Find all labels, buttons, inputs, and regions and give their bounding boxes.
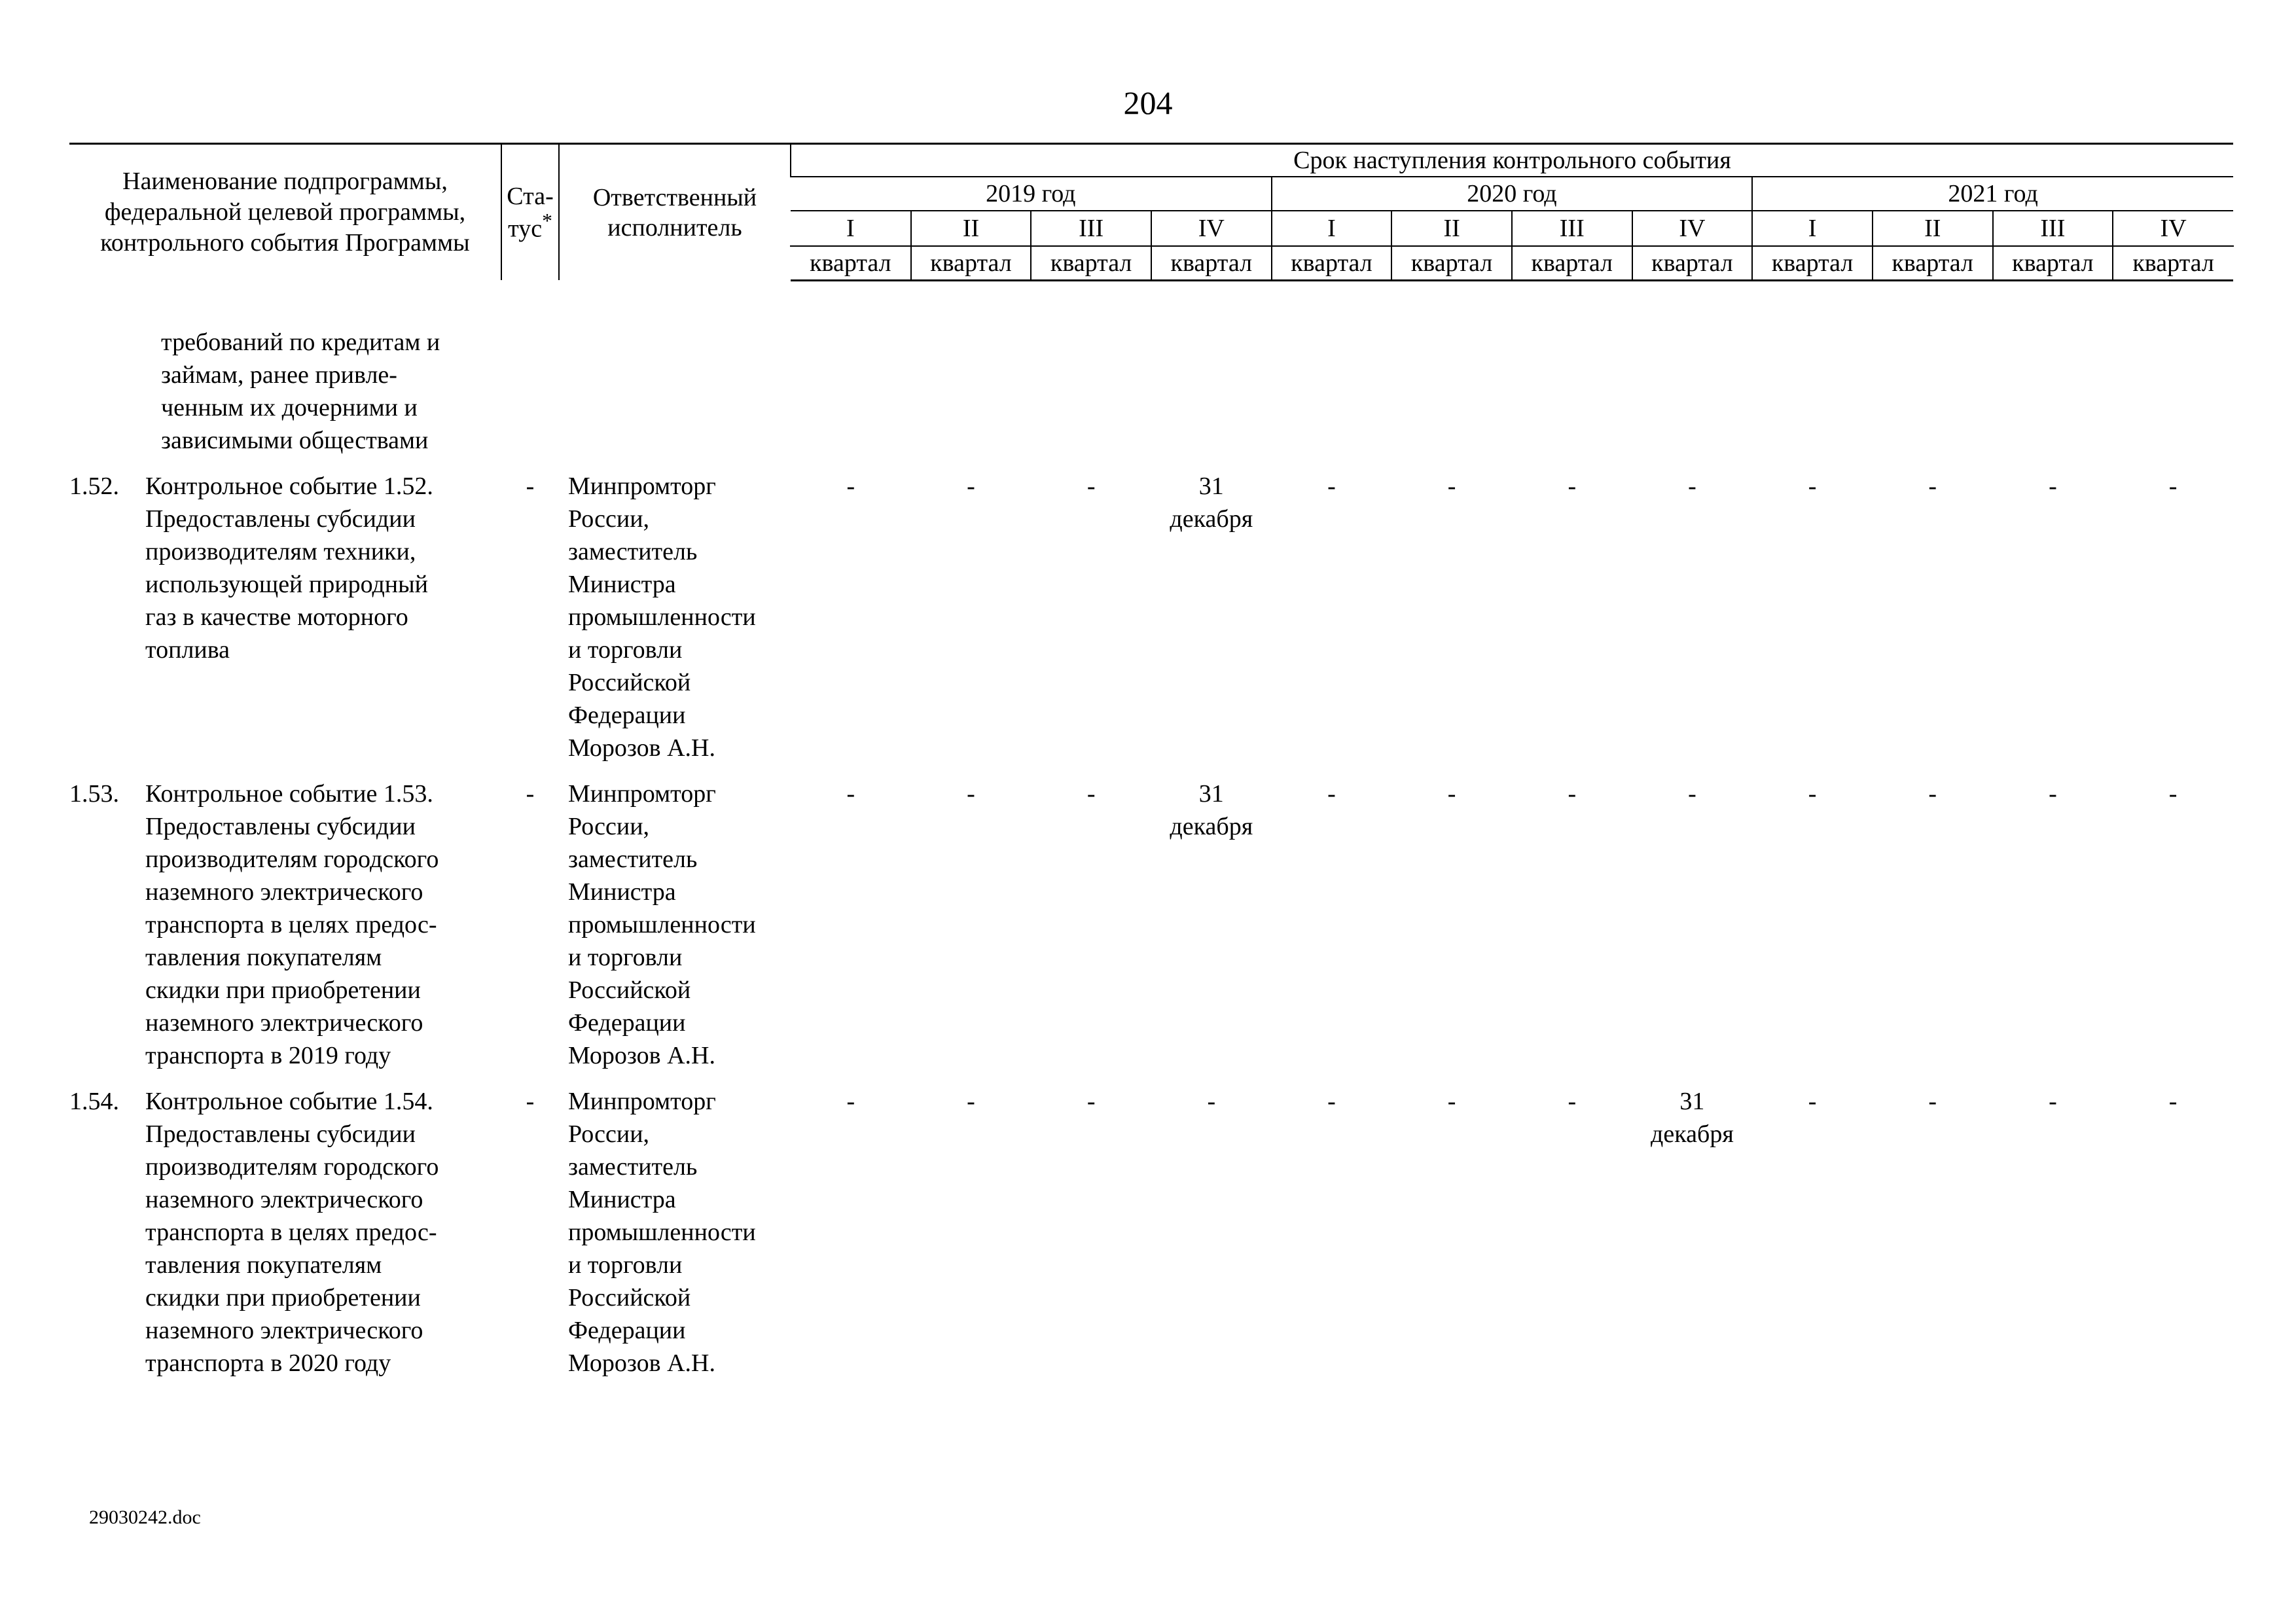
header-quarter-2019-q1 [791,211,911,281]
quarter-deadline-value: - [1688,473,1696,500]
quarter-deadline-cell [2113,470,2233,764]
quarter-word: квартал [1531,249,1613,277]
quarter-word: квартал [1410,249,1493,277]
quarter-deadline-cell [1752,1085,1873,1380]
quarter-word: квартал [1050,249,1132,277]
quarter-deadline-cell [1512,1085,1632,1380]
header-quarter-2019-q4 [1151,211,1272,281]
table-body [69,280,2233,1380]
quarter-deadline-value: - [1447,1088,1456,1115]
quarter-deadline-value: - [1447,780,1456,808]
quarter-deadline-value: - [2049,780,2057,808]
quarter-deadline-cell [1151,777,1272,1072]
quarter-deadline-cell [1272,470,1392,764]
quarter-deadline-value: - [1928,473,1937,500]
quarter-deadline-cell [1873,777,1993,1072]
quarter-deadline-cell [791,470,911,764]
quarter-numeral: II [1391,211,1512,247]
quarter-numeral: III [1993,211,2113,247]
header-status-line1: Ста- [507,182,554,210]
event-name-cell [69,1085,501,1380]
header-year-2019: 2019 год [791,177,1272,211]
event-executor: Минпромторг России, заместитель Министра промышленности и торговли Российской Федерации Морозов А.Н. [568,780,756,1069]
quarter-deadline-value: - [1327,473,1336,500]
quarter-deadline-value: - [846,1088,855,1115]
quarter-word: квартал [2012,249,2094,277]
quarter-deadline-cell [1752,777,1873,1072]
header-quarter-2020-q4 [1632,211,1753,281]
quarter-numeral: I [790,211,911,247]
quarter-deadline-cell [1031,777,1151,1072]
quarter-deadline-value: - [2168,780,2178,808]
quarter-deadline-cell [1512,777,1632,1072]
quarter-deadline-value: - [1207,1088,1216,1115]
quarter-deadline-value: - [1808,780,1817,808]
header-quarter-2020-q3 [1512,211,1632,281]
quarter-deadline-value: - [2049,473,2057,500]
quarter-deadline-value: - [1568,780,1577,808]
quarter-deadline-cell [1632,470,1753,764]
header-quarter-2021-q2 [1873,211,1993,281]
quarter-numeral: I [1272,211,1392,247]
quarter-deadline-value: - [1327,1088,1336,1115]
quarter-deadline-value: - [1447,473,1456,500]
quarter-deadline-cell [1151,1085,1272,1380]
header-status-footnote-mark: * [542,209,552,232]
event-status: - [526,780,535,808]
quarter-deadline-value: - [2168,1088,2178,1115]
quarter-numeral: IV [1632,211,1753,247]
table-row [69,470,2233,764]
header-quarter-2019-q2 [911,211,1031,281]
quarter-deadline-value: - [1808,1088,1817,1115]
quarter-numeral: III [1512,211,1632,247]
quarter-word: квартал [930,249,1012,277]
event-description: Контрольное событие 1.53. Предоставлены субсидии производителям городского наземного электрического транспорта в целях предос- тавления покупателям скидки при приобретении наземного электрического транспорта в 2019 году [145,780,439,1069]
quarter-deadline-value: - [1086,473,1096,500]
header-year-2020: 2020 год [1272,177,1753,211]
quarter-word: квартал [1291,249,1372,277]
quarter-word: квартал [1771,249,1854,277]
table-row [69,777,2233,1072]
quarter-deadline-cell [1873,470,1993,764]
quarter-deadline-cell [911,777,1031,1072]
quarter-numeral: II [1873,211,1993,247]
header-status-column [501,144,559,281]
quarter-deadline-value: - [1086,780,1096,808]
continuation-cell [69,326,501,457]
quarter-deadline-value: 31 декабря [1170,473,1253,533]
header-quarter-2021-q4 [2113,211,2233,281]
header-quarter-2021-q1 [1752,211,1873,281]
quarter-deadline-cell [1632,777,1753,1072]
quarter-deadline-value: - [1568,473,1577,500]
quarter-word: квартал [1651,249,1733,277]
quarter-deadline-value: 31 декабря [1170,780,1253,840]
quarter-deadline-cell [791,1085,911,1380]
quarter-deadline-cell [1031,470,1151,764]
event-description: Контрольное событие 1.52. Предоставлены субсидии производителям техники, использующей природный газ в качестве моторного топлива [145,473,433,664]
header-quarter-2019-q3 [1031,211,1151,281]
quarter-deadline-cell [1391,470,1512,764]
quarter-deadline-cell [911,470,1031,764]
document-file-name: 29030242.doc [89,1507,201,1528]
quarter-deadline-cell [1512,470,1632,764]
table-row [69,1085,2233,1380]
event-executor: Минпромторг России, заместитель Министра промышленности и торговли Российской Федерации Морозов А.Н. [568,1088,756,1377]
quarter-deadline-cell [2113,1085,2233,1380]
continuation-text: требований по кредитам и займам, ранее привле- ченным их дочерними и зависимыми обществами [161,329,440,454]
quarter-deadline-value: - [1808,473,1817,500]
table-header [69,144,2233,281]
header-quarter-2021-q3 [1993,211,2113,281]
event-status: - [526,1088,535,1115]
quarter-deadline-cell [1632,1085,1753,1380]
quarter-numeral: III [1031,211,1151,247]
event-number: 1.53. [69,780,119,808]
quarter-deadline-value: - [846,473,855,500]
quarter-deadline-value: - [967,780,975,808]
quarter-deadline-cell [1272,777,1392,1072]
quarter-deadline-value: - [1928,1088,1937,1115]
quarter-numeral: IV [2113,211,2234,247]
event-name-cell [69,470,501,764]
quarter-deadline-value: 31 декабря [1651,1088,1734,1148]
quarter-word: квартал [1892,249,1973,277]
quarter-deadline-cell [2113,777,2233,1072]
quarter-deadline-cell [1391,1085,1512,1380]
header-executor-column: Ответственный исполнитель [559,144,791,281]
quarter-deadline-value: - [846,780,855,808]
quarter-deadline-value: - [2049,1088,2057,1115]
quarter-numeral: IV [1151,211,1272,247]
quarter-deadline-value: - [1688,780,1696,808]
quarter-deadline-cell [1873,1085,1993,1380]
event-status: - [526,473,535,500]
quarter-numeral: I [1752,211,1873,247]
header-year-2021: 2021 год [1752,177,2233,211]
event-number: 1.54. [69,1088,119,1115]
quarter-deadline-cell [1272,1085,1392,1380]
header-quarter-2020-q2 [1391,211,1512,281]
quarter-deadline-cell [1391,777,1512,1072]
event-name-cell [69,777,501,1072]
event-number: 1.52. [69,473,119,500]
header-status-line2: тус [508,215,543,243]
header-name-column: Наименование подпрограммы, федеральной целевой программы, контрольного события Программы [69,144,501,281]
quarter-deadline-cell [1993,777,2113,1072]
continuation-row [69,326,2233,457]
quarter-deadline-value: - [967,473,975,500]
page-number: 204 [1123,84,1173,121]
quarter-numeral: II [911,211,1031,247]
quarter-deadline-value: - [1086,1088,1096,1115]
quarter-deadline-cell [1993,1085,2113,1380]
quarter-deadline-value: - [1327,780,1336,808]
header-quarter-2020-q1 [1272,211,1392,281]
quarter-deadline-cell [791,777,911,1072]
header-deadline-group: Срок наступления контрольного события [791,144,2233,177]
quarter-deadline-cell [1031,1085,1151,1380]
event-executor: Минпромторг России, заместитель Министра промышленности и торговли Российской Федерации Морозов А.Н. [568,473,756,762]
control-events-table [69,143,2233,1380]
quarter-word: квартал [810,249,891,277]
quarter-deadline-cell [1151,470,1272,764]
event-description: Контрольное событие 1.54. Предоставлены субсидии производителям городского наземного электрического транспорта в целях предос- тавления покупателям скидки при приобретении наземного электрического транспорта в 2020 году [145,1088,439,1377]
quarter-deadline-value: - [967,1088,975,1115]
quarter-deadline-value: - [1568,1088,1577,1115]
quarter-deadline-value: - [1928,780,1937,808]
quarter-deadline-value: - [2168,473,2178,500]
quarter-deadline-cell [1752,470,1873,764]
quarter-deadline-cell [911,1085,1031,1380]
quarter-word: квартал [2132,249,2214,277]
quarter-deadline-cell [1993,470,2113,764]
quarter-word: квартал [1170,249,1253,277]
